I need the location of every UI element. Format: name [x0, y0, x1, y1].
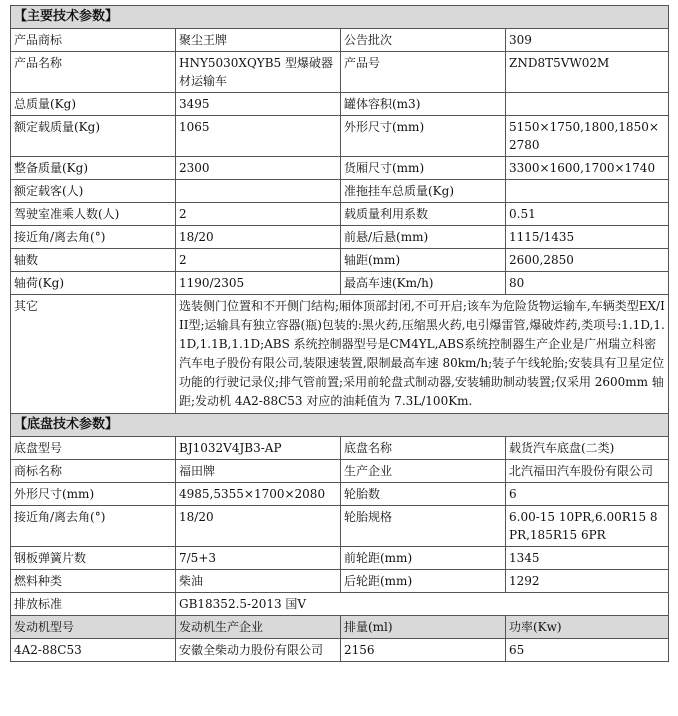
field-value: 3495	[176, 93, 341, 116]
field-label: 轴荷(Kg)	[11, 272, 176, 295]
field-value: 18/20	[176, 506, 341, 547]
field-value: 309	[506, 29, 669, 52]
field-label: 轴距(mm)	[341, 249, 506, 272]
field-value: 7/5+3	[176, 547, 341, 570]
field-value: 1115/1435	[506, 226, 669, 249]
field-label: 准拖挂车总质量(Kg)	[341, 180, 506, 203]
main-spec-row	[11, 93, 669, 116]
field-label: 底盘型号	[11, 437, 176, 460]
field-value: 北汽福田汽车股份有限公司	[506, 460, 669, 483]
field-value: 2	[176, 249, 341, 272]
engine-header-cell: 发动机型号	[11, 616, 176, 639]
field-label: 外形尺寸(mm)	[11, 483, 176, 506]
main-spec-row	[11, 226, 669, 249]
field-value: 1345	[506, 547, 669, 570]
emission-value: GB18352.5-2013 国V	[176, 593, 669, 616]
chassis-section-header	[11, 414, 669, 437]
field-value	[506, 180, 669, 203]
field-label: 整备质量(Kg)	[11, 157, 176, 180]
chassis-section-title: 【底盘技术参数】	[11, 414, 669, 437]
field-label: 轮胎数	[341, 483, 506, 506]
main-spec-row	[11, 272, 669, 295]
main-spec-row	[11, 249, 669, 272]
emission-row	[11, 593, 669, 616]
field-label: 生产企业	[341, 460, 506, 483]
field-value	[176, 180, 341, 203]
main-spec-row	[11, 157, 669, 180]
field-value: 柴油	[176, 570, 341, 593]
field-label: 货厢尺寸(mm)	[341, 157, 506, 180]
chassis-spec-row	[11, 547, 669, 570]
field-label: 接近角/离去角(°)	[11, 506, 176, 547]
main-spec-row	[11, 29, 669, 52]
field-label: 产品名称	[11, 52, 176, 93]
field-label: 前悬/后悬(mm)	[341, 226, 506, 249]
field-value: 6	[506, 483, 669, 506]
engine-header-cell: 发动机生产企业	[176, 616, 341, 639]
field-label: 载质量利用系数	[341, 203, 506, 226]
field-value: 2300	[176, 157, 341, 180]
field-label: 燃料种类	[11, 570, 176, 593]
field-value: 4985,5355×1700×2080	[176, 483, 341, 506]
chassis-spec-row	[11, 483, 669, 506]
field-label: 轴数	[11, 249, 176, 272]
main-section-header	[11, 6, 669, 29]
chassis-spec-row	[11, 460, 669, 483]
spec-document	[10, 5, 668, 662]
engine-cell: 65	[506, 639, 669, 662]
field-value: HNY5030XQYB5 型爆破器材运输车	[176, 52, 341, 93]
field-label: 产品号	[341, 52, 506, 93]
chassis-spec-row	[11, 506, 669, 547]
engine-header-cell: 功率(Kw)	[506, 616, 669, 639]
main-spec-row	[11, 180, 669, 203]
other-label: 其它	[11, 295, 176, 414]
chassis-spec-row	[11, 570, 669, 593]
emission-label: 排放标准	[11, 593, 176, 616]
field-value: 2600,2850	[506, 249, 669, 272]
field-value: 1065	[176, 116, 341, 157]
field-label: 前轮距(mm)	[341, 547, 506, 570]
field-label: 轮胎规格	[341, 506, 506, 547]
field-value: 1292	[506, 570, 669, 593]
other-text: 选装侧门位置和不开侧门结构;厢体顶部封闭,不可开启;该车为危险货物运输车,车辆类型EX/III型;运输具有独立容器(瓶)包装的:黑火药,压缩黑火药,电引爆雷管,爆破炸药,类项号:1.1D,1.1D,1.1B,1.1D;ABS 系统控制器型号是CM4YL,ABS系统控制器生产企业是广州瑞立科密汽车电子股份有限公司,装限速装置,限制最高车速 80km/h;装子午线轮胎;安装具有卫星定位功能的行驶记录仪;排气管前置;采用前轮盘式制动器,安装辅助制动装置;仅采用 2600mm 轴距;发动机 4A2-88C53 对应的油耗值为 7.3L/100Km.	[176, 295, 669, 414]
main-spec-row	[11, 52, 669, 93]
engine-cell: 2156	[341, 639, 506, 662]
field-value: 2	[176, 203, 341, 226]
main-spec-row	[11, 203, 669, 226]
field-value: 6.00-15 10PR,6.00R15 8PR,185R15 6PR	[506, 506, 669, 547]
field-label: 额定载质量(Kg)	[11, 116, 176, 157]
field-value: ZND8T5VW02M	[506, 52, 669, 93]
engine-cell: 4A2-88C53	[11, 639, 176, 662]
spec-table	[10, 5, 669, 662]
field-value: 18/20	[176, 226, 341, 249]
field-label: 外形尺寸(mm)	[341, 116, 506, 157]
field-label: 接近角/离去角(°)	[11, 226, 176, 249]
field-value	[506, 93, 669, 116]
field-value: 3300×1600,1700×1740	[506, 157, 669, 180]
field-value: 聚尘王牌	[176, 29, 341, 52]
field-label: 钢板弹簧片数	[11, 547, 176, 570]
field-label: 额定载客(人)	[11, 180, 176, 203]
engine-cell: 安徽全柴动力股份有限公司	[176, 639, 341, 662]
field-label: 产品商标	[11, 29, 176, 52]
field-label: 底盘名称	[341, 437, 506, 460]
field-label: 商标名称	[11, 460, 176, 483]
field-label: 后轮距(mm)	[341, 570, 506, 593]
field-value: 0.51	[506, 203, 669, 226]
field-value: 5150×1750,1800,1850×2780	[506, 116, 669, 157]
field-value: 载货汽车底盘(二类)	[506, 437, 669, 460]
field-label: 总质量(Kg)	[11, 93, 176, 116]
main-section-title: 【主要技术参数】	[11, 6, 669, 29]
engine-header-cell: 排量(ml)	[341, 616, 506, 639]
engine-header-row	[11, 616, 669, 639]
field-value: 80	[506, 272, 669, 295]
main-spec-row	[11, 116, 669, 157]
field-label: 最高车速(Km/h)	[341, 272, 506, 295]
field-label: 公告批次	[341, 29, 506, 52]
field-value: 福田牌	[176, 460, 341, 483]
other-row	[11, 295, 669, 414]
field-value: 1190/2305	[176, 272, 341, 295]
field-label: 驾驶室准乘人数(人)	[11, 203, 176, 226]
field-value: BJ1032V4JB3-AP	[176, 437, 341, 460]
engine-data-row	[11, 639, 669, 662]
field-label: 罐体容积(m3)	[341, 93, 506, 116]
chassis-spec-row	[11, 437, 669, 460]
